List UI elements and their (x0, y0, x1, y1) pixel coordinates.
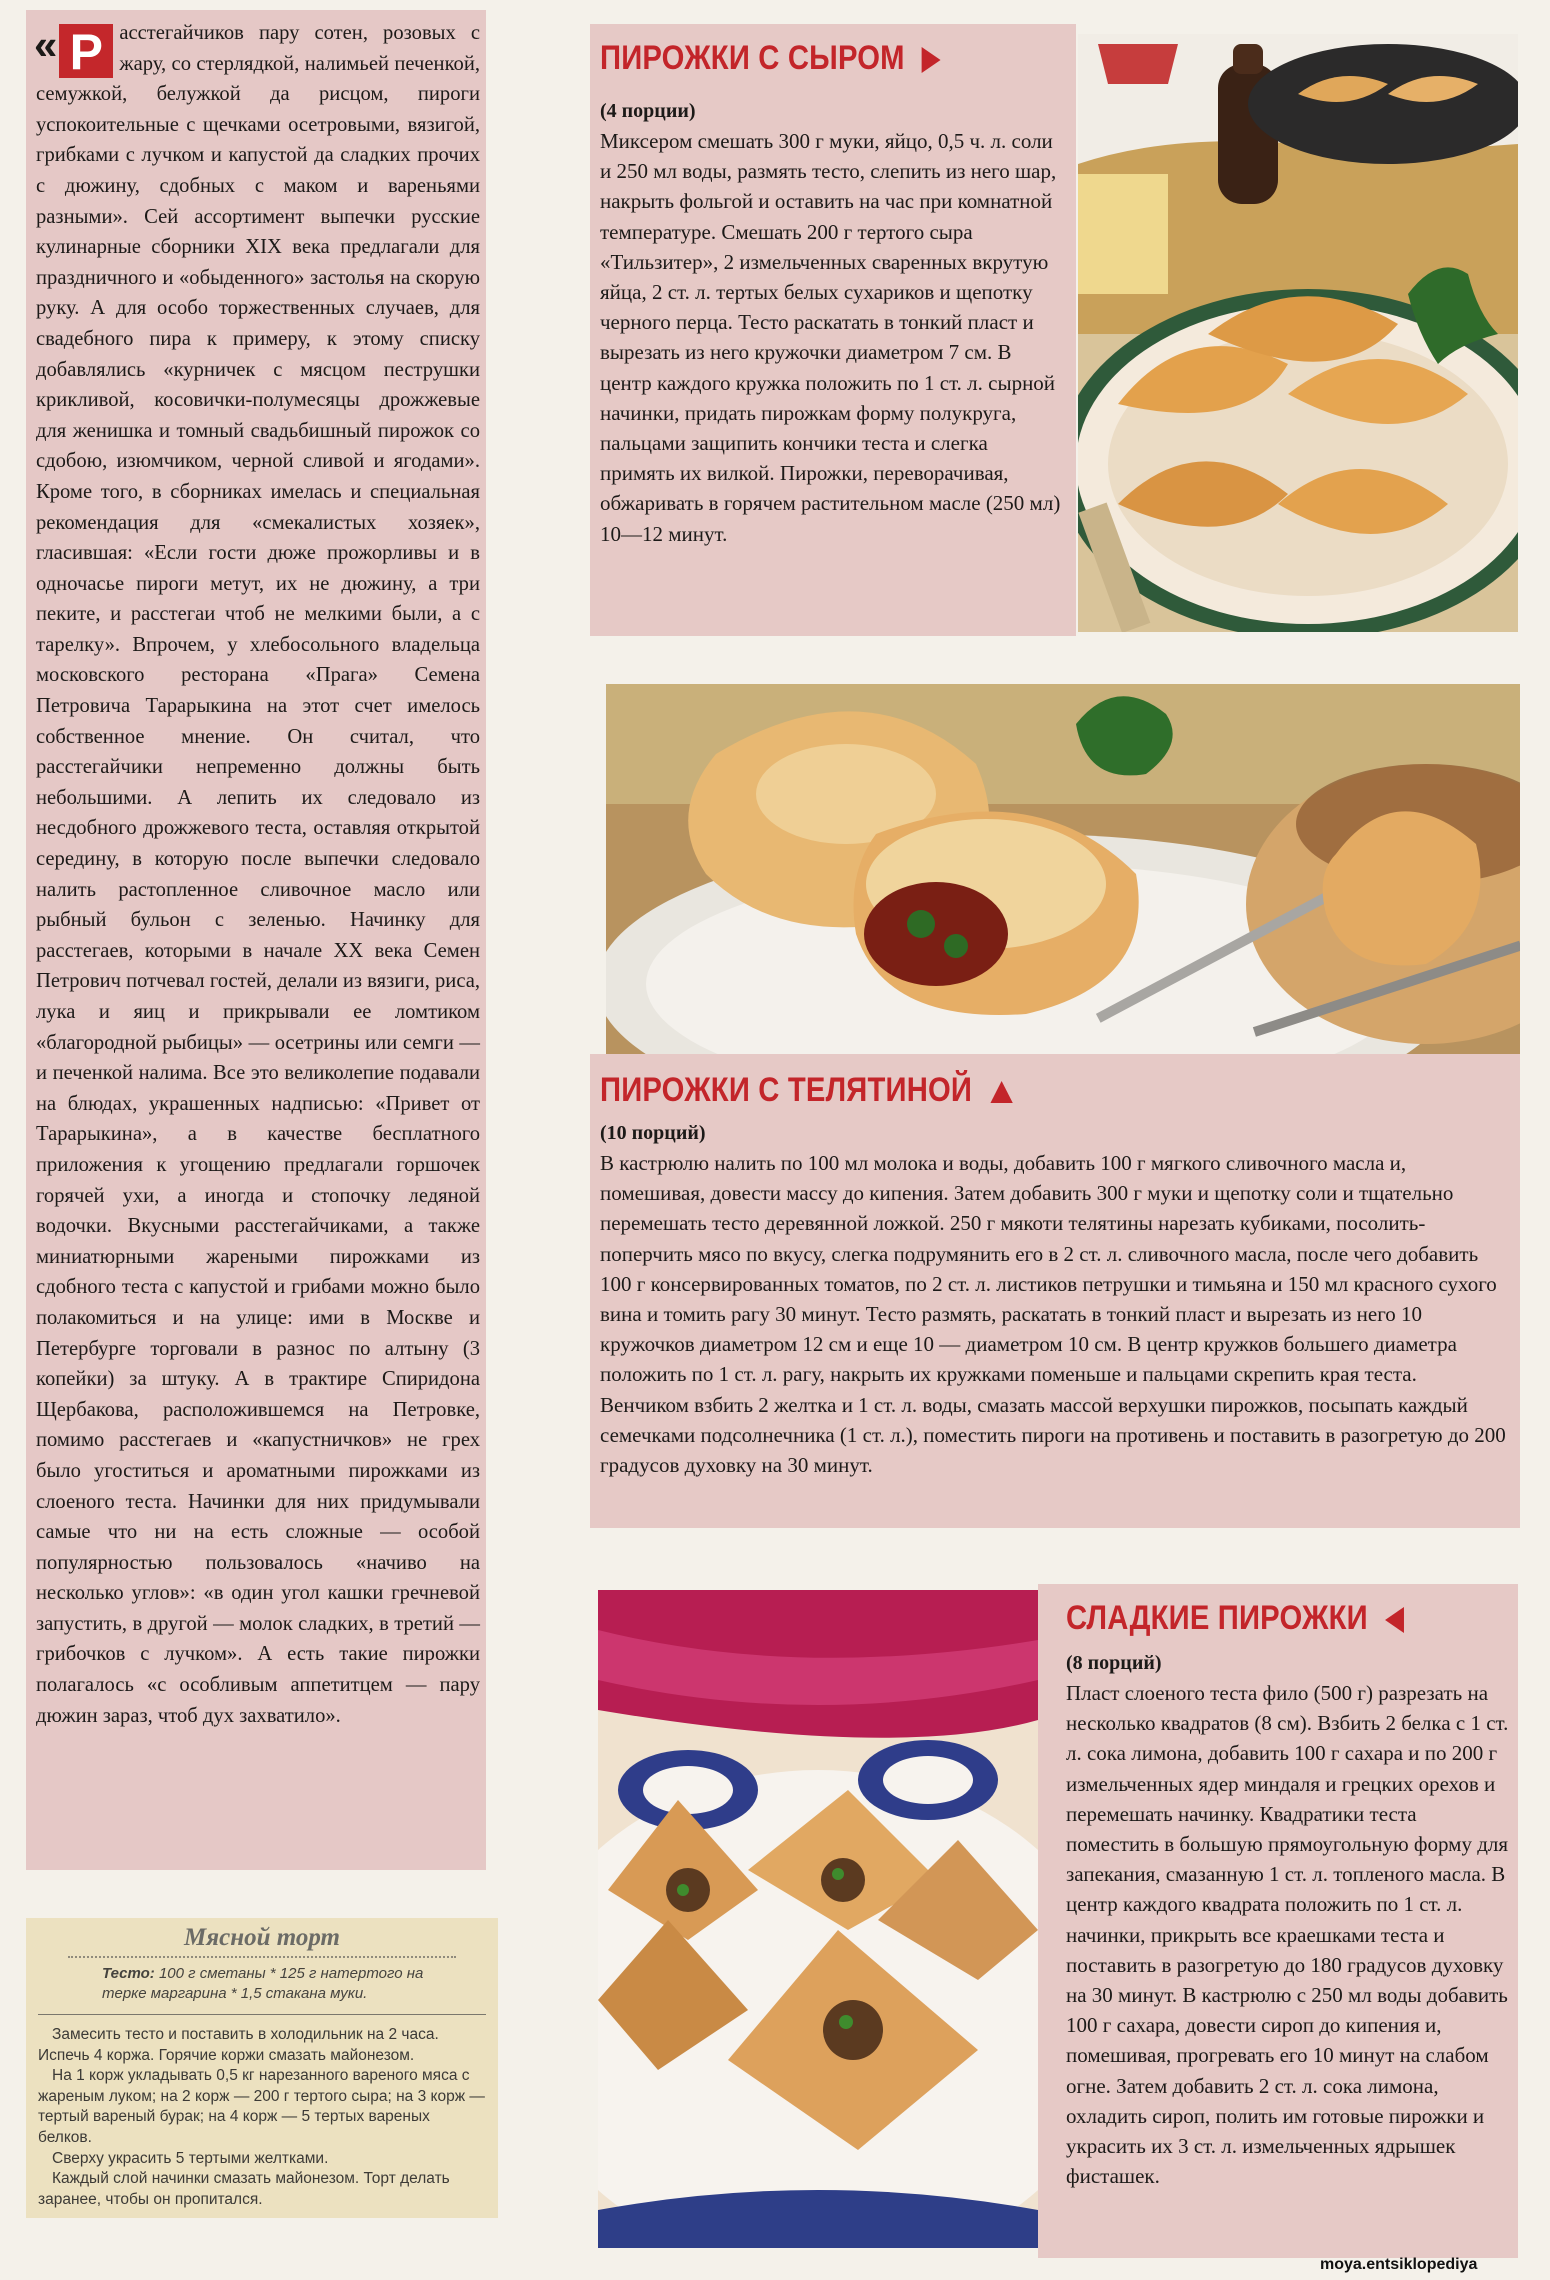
dough-ingredients: 100 г сметаны * 125 г натертого на терке маргарина * 1,5 стакана муки. (102, 1965, 424, 2002)
portions-sweet: (8 порций) (1066, 1652, 1162, 1674)
dough-label: Тесто: (102, 1965, 155, 1982)
triangle-up-icon (991, 1081, 1013, 1103)
recipe-title-cheese: ПИРОЖКИ С СЫРОМ (600, 38, 999, 78)
meat-cake-title: Мясной торт (68, 1924, 456, 1958)
meat-cake-dough (38, 1964, 486, 2004)
triangle-right-icon (922, 47, 941, 73)
step-4: Каждый слой начинки смазать майонезом. Торт делать заранее, чтобы он пропитался. (38, 2170, 450, 2208)
cheese-pies-photo (1078, 34, 1518, 632)
recipe-text-cheese: Миксером смешать 300 г муки, яйцо, 0,5 ч. л. соли и 250 мл воды, размять тесто, слепить из него шар, накрыть фольгой и оставить на час при комнатной температуре. Смешать 200 г тертого сыра «Тильзитер», 2 измельченных сваренных вкрутую яйца, 2 ст. л. тертых белых сухариков и щепотку черного перца. Тесто раскатать в тонкий пласт и вырезать из него кружочки диаметром 7 см. В центр каждого кружка положить по 1 ст. л. сырной начинки, придать пирожкам форму полукруга, пальцами защипить кончики теста и слегка примять их вилкой. Пирожки, переворачивая, обжаривать в горячем растительном масле (250 мл) 10—12 минут. (600, 129, 1061, 546)
recipe-veal-pies (590, 1054, 1520, 1528)
recipe-title-sweet: СЛАДКИЕ ПИРОЖКИ (1066, 1598, 1448, 1638)
intro-article (26, 10, 486, 1870)
step-1: Замесить тесто и поставить в холодильник на 2 часа. Испечь 4 коржа. Горячие коржи смазать майонезом. (38, 2026, 439, 2064)
recipe-text-veal: В кастрюлю налить по 100 мл молока и воды, добавить 100 г мягкого сливочного масла и, помешивая, довести массу до кипения. Затем добавить 300 г муки и щепотку соли и тщательно перемешать тесто деревянной ложкой. 250 г мякоти телятины нарезать кубиками, посолить-поперчить мясо по вкусу, слегка подрумянить его в 2 ст. л. сливочного масла, после чего добавить 100 г консервированных томатов, по 2 ст. л. листиков петрушки и тимьяна и 150 мл красного сухого вина и томить рагу 30 минут. Тесто размять, раскатать в тонкий пласт и вырезать из него 10 кружочков диаметром 12 см и еще 10 — диаметром 10 см. В центр кружков большего диаметра положить по 1 ст. л. рагу, накрыть их кружками поменьше и пальцами скрепить края теста. Венчиком взбить 2 желтка и 1 ст. л. воды, смазать массой верхушки пирожков, посыпать каждый семечками подсолнечника (1 ст. л.), поместить пироги на противень и поставить в разогретую до 200 градусов духовку на 30 минут. (600, 1151, 1506, 1478)
triangle-left-icon (1385, 1607, 1404, 1633)
recipe-sweet-pies (1038, 1584, 1518, 2258)
step-2: На 1 корж укладывать 0,5 кг нарезанного вареного мяса с жареным луком; на 2 корж — 200 г тертого сыра; на 3 корж — тертый вареный бурак; на 4 корж — 5 тертых вареных белков. (38, 2067, 485, 2146)
veal-pies-photo (606, 684, 1520, 1060)
sweet-pies-photo (598, 1590, 1038, 2248)
recipe-cheese-pies (590, 24, 1076, 636)
intro-text: асстегайчиков пару сотен, розовых с жару, со стерлядкой, налимьей печенкой, семужкой, белужкой да рисцом, пироги успокоительные с щечками осетровыми, вязигой, грибками с лучком и капустой да сладких прочих с дюжину, сдобных с маком и вареньями разными». Сей ассортимент выпечки русские кулинарные сборники XIX века предлагали для праздничного и «обыденного» застолья на скорую руку. А для особо торжественных случаев, для свадебного пира к примеру, к этому списку добавлялись «курничек с мясцом пеструшки крикливой, косовички-полумесяцы дрожжевые для женишка и томный свадьбишный пирожок со сдобою, изюмчиком, черной сливой и ягодами». Кроме того, в сборниках имелась и специальная рекомендация для «смекалистых хозяек», гласившая: «Если гости дюже прожорливы и в одночасье пироги метут, их не дюжину, а три пеките, и расстегаи чтоб не мелкими были, а с тарелку». Впрочем, у хлебосольного владельца московского ресторана «Прага» Семена Петровича Тарарыкина на этот счет имелось собственное мнение. Он считал, что расстегайчики непременно должны быть небольшими. А лепить их следовало из несдобного дрожжевого теста, оставляя открытой середину, в которую после выпечки следовало налить растопленное сливочное масло или рыбный бульон с зеленью. Начинку для расстегаев, которыми в начале XX века Семен Петрович потчевал гостей, делали из вязиги, риса, лука и яиц и прикрывали ее ломтиком «благородной рыбицы» — осетрины или семги — и печенкой налима. Все это великолепие подавали на блюдах, украшенных надписью: «Привет от Тарарыкина», а в качестве бесплатного приложения к угощению предлагали горшочек горячей ухи, а иногда и стопочку ледяной водочки. Вкусными расстегайчиками, а также миниатюрными жареными пирожками из сдобного теста с капустой и грибами можно было полакомиться и на улице: ими в Москве и Петербурге торговали в разнос по алтыну (3 копейки) за штуку. А в трактире Спиридона Щербакова, расположившемся на Петровке, помимо расстегаев и «капустничков» не грех было угоститься и ароматными пирожками из слоеного теста. Начинки для них придумывали самые что ни на есть сложные — особой популярностью пользовалось «начиво на несколько углов»: «в один угол кашки гречневой запустить, в другой — молок сладких, в третий — грибочков с лучком». А есть такие пирожки полагалось «с особливым аппетитцем — пару дюжин зараз, чтоб дух захватило». (36, 22, 481, 1727)
meat-cake-steps (38, 2025, 486, 2210)
recipe-title-veal: ПИРОЖКИ С ТЕЛЯТИНОЙ (600, 1070, 1383, 1110)
opening-quote: « (34, 21, 58, 68)
meat-cake-box (26, 1918, 498, 2218)
footer-url: moya.entsiklopediya (1320, 2256, 1478, 2273)
dropcap-letter: Р (59, 24, 113, 78)
portions-veal: (10 порций) (600, 1122, 706, 1144)
step-3: Сверху украсить 5 тертыми желтками. (52, 2149, 329, 2167)
portions-cheese: (4 порции) (600, 100, 696, 122)
divider (38, 2014, 486, 2015)
recipe-text-sweet: Пласт слоеного теста фило (500 г) разрезать на несколько квадратов (8 см). Взбить 2 белка с 1 ст. л. сока лимона, добавить 100 г сахара и по 200 г измельченных ядер миндаля и грецких орехов и перемешать начинку. Квадратики теста поместить в большую прямоугольную форму для запекания, смазанную 1 ст. л. топленого масла. В центр каждого квадрата положить по 1 ст. л. начинки, прикрыть все краешками теста и поставить в разогретую до 180 градусов духовку на 30 минут. В кастрюлю с 250 мл воды добавить 100 г сахара, довести сироп до кипения и, помешивая, прогревать его 10 минут на слабом огне. Затем добавить 2 ст. л. сока лимона, охладить сироп, полить им готовые пирожки и украсить их 3 ст. л. измельченных ядрышек фисташек. (1066, 1681, 1509, 2189)
